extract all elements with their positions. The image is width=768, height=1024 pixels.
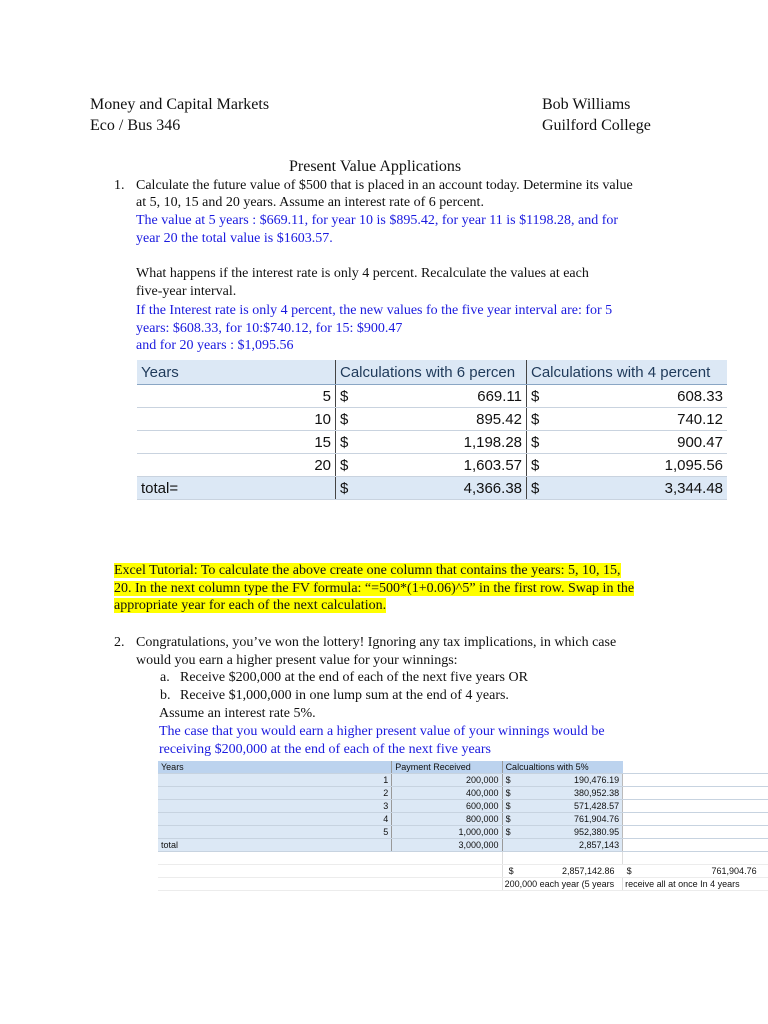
total-label: total xyxy=(158,839,339,852)
total-calc-cell: 2,857,143 xyxy=(519,839,623,852)
summary-label-a: 200,000 each year (5 years xyxy=(502,878,623,891)
summary-value-b: 761,904.76 xyxy=(711,866,757,876)
currency-cell: $ xyxy=(336,454,355,477)
calc-cell: 761,904.76 xyxy=(519,813,623,826)
currency-cell: $ xyxy=(502,787,518,800)
currency-cell: $ xyxy=(336,431,355,454)
header-years: Years xyxy=(158,761,339,774)
blank-cell xyxy=(158,826,339,839)
payment-cell: 800,000 xyxy=(392,813,502,826)
blank-cell xyxy=(623,826,768,839)
summary-values-row xyxy=(158,865,768,878)
author-name: Bob Williams xyxy=(542,96,631,113)
q2-number: 2. xyxy=(114,635,125,650)
blank-cell xyxy=(623,839,768,852)
header-years: Years xyxy=(137,360,336,385)
total-4-cell: 3,344.48 xyxy=(545,477,727,500)
blank-cell xyxy=(623,800,768,813)
value-4-cell: 608.33 xyxy=(545,385,727,408)
header-calc-5: Calcualtions with 5% xyxy=(502,761,623,774)
q1-text-line1: Calculate the future value of $500 that is placed in an account today. Determine its value xyxy=(136,178,633,193)
tutorial-text: Excel Tutorial: To calculate the above create one column that contains the years: 5, 10, 15, xyxy=(114,563,621,578)
payment-cell: 1,000,000 xyxy=(392,826,502,839)
currency-cell: $ xyxy=(527,477,546,500)
currency-cell: $ xyxy=(336,385,355,408)
header-6-percent: Calculations with 6 percen xyxy=(336,360,527,385)
table-row xyxy=(158,826,768,839)
summary-label-b: receive all at once In 4 years xyxy=(623,878,768,891)
tutorial-line3 xyxy=(114,597,386,615)
course-code: Eco / Bus 346 xyxy=(90,117,181,134)
blank-cell xyxy=(158,813,339,826)
q1-answer-line1: The value at 5 years : $669.11, for year 10 is $895.42, for year 11 is $1198.28, and for xyxy=(136,213,619,228)
currency-cell: $ xyxy=(527,385,546,408)
calc-cell: 190,476.19 xyxy=(519,774,623,787)
year-cell: 5 xyxy=(137,385,336,408)
q1-text-line2: at 5, 10, 15 and 20 years. Assume an interest rate of 6 percent. xyxy=(136,195,484,210)
table-row xyxy=(158,787,768,800)
tutorial-text: appropriate year for each of the next calculation. xyxy=(114,598,387,613)
header-blank xyxy=(339,761,392,774)
table-row xyxy=(158,774,768,787)
q1-followup-line2: five-year interval. xyxy=(136,284,237,299)
course-title: Money and Capital Markets xyxy=(90,96,270,113)
calc-cell: 380,952.38 xyxy=(519,787,623,800)
year-cell: 10 xyxy=(137,408,336,431)
table-row xyxy=(158,813,768,826)
table-row xyxy=(137,408,727,431)
value-6-cell: 895.42 xyxy=(354,408,527,431)
q2-option-b: Receive $1,000,000 in one lump sum at the end of 4 years. xyxy=(180,688,509,703)
table-total-row xyxy=(137,477,727,500)
fv-comparison-table xyxy=(137,360,727,500)
year-cell: 5 xyxy=(339,826,392,839)
blank-cell xyxy=(158,787,339,800)
payment-cell: 600,000 xyxy=(392,800,502,813)
school-name: Guilford College xyxy=(542,117,651,134)
blank-cell xyxy=(623,774,768,787)
q2-answer-line2: receiving $200,000 at the end of each of the next five years xyxy=(159,742,491,757)
year-cell: 15 xyxy=(137,431,336,454)
calc-cell: 952,380.95 xyxy=(519,826,623,839)
total-label: total= xyxy=(137,477,336,500)
year-cell: 3 xyxy=(339,800,392,813)
summary-value-a: 2,857,142.86 xyxy=(562,866,615,876)
table-spacer-row xyxy=(158,852,768,865)
header-blank xyxy=(623,761,768,774)
table-total-row xyxy=(158,839,768,852)
currency-cell: $ xyxy=(527,454,546,477)
summary-option-b xyxy=(623,865,768,878)
tutorial-text: 20. In the next column type the FV formula: “=500*(1+0.06)^5” in the first row. Swap in the xyxy=(114,581,635,596)
currency-cell: $ xyxy=(527,408,546,431)
blank-cell xyxy=(502,839,518,852)
currency-cell: $ xyxy=(336,477,355,500)
header-4-percent: Calculations with 4 percent xyxy=(527,360,728,385)
currency-cell: $ xyxy=(502,826,518,839)
value-6-cell: 1,603.57 xyxy=(354,454,527,477)
calc-cell: 571,428.57 xyxy=(519,800,623,813)
value-4-cell: 740.12 xyxy=(545,408,727,431)
blank-cell xyxy=(623,813,768,826)
currency-cell: $ xyxy=(626,866,632,876)
value-4-cell: 1,095.56 xyxy=(545,454,727,477)
value-6-cell: 669.11 xyxy=(354,385,527,408)
value-6-cell: 1,198.28 xyxy=(354,431,527,454)
blank-cell xyxy=(623,787,768,800)
year-cell: 4 xyxy=(339,813,392,826)
table-header-row xyxy=(137,360,727,385)
q2-text-line1: Congratulations, you’ve won the lottery! Ignoring any tax implications, in which case xyxy=(136,635,617,650)
q2-option-b-marker: b. xyxy=(160,688,171,703)
q1-followup-answer-line1: If the Interest rate is only 4 percent, the new values fo the five year interval are: for 5 xyxy=(136,303,613,318)
table-header-row xyxy=(158,761,768,774)
total-6-cell: 4,366.38 xyxy=(354,477,527,500)
value-4-cell: 900.47 xyxy=(545,431,727,454)
blank-cell xyxy=(339,839,392,852)
table-row xyxy=(137,454,727,477)
q2-option-a: Receive $200,000 at the end of each of the next five years OR xyxy=(180,670,528,685)
page-title: Present Value Applications xyxy=(289,158,462,175)
currency-cell: $ xyxy=(502,800,518,813)
header-payment: Payment Received xyxy=(392,761,502,774)
lottery-pv-table xyxy=(158,761,768,891)
total-payment-cell: 3,000,000 xyxy=(392,839,502,852)
q2-assumption: Assume an interest rate 5%. xyxy=(159,706,316,721)
blank-cell xyxy=(158,774,339,787)
year-cell: 1 xyxy=(339,774,392,787)
q2-option-a-marker: a. xyxy=(160,670,170,685)
q2-text-line2: would you earn a higher present value for your winnings: xyxy=(136,653,458,668)
currency-cell: $ xyxy=(502,813,518,826)
summary-option-a xyxy=(502,865,623,878)
table-row xyxy=(137,385,727,408)
payment-cell: 400,000 xyxy=(392,787,502,800)
payment-cell: 200,000 xyxy=(392,774,502,787)
year-cell: 20 xyxy=(137,454,336,477)
q1-answer-line2: year 20 the total value is $1603.57. xyxy=(136,231,333,246)
q1-followup-line1: What happens if the interest rate is only 4 percent. Recalculate the values at each xyxy=(136,266,589,281)
tutorial-line2 xyxy=(114,580,634,598)
currency-cell: $ xyxy=(502,774,518,787)
q1-followup-answer-line3: and for 20 years : $1,095.56 xyxy=(136,338,294,353)
table-row xyxy=(158,800,768,813)
year-cell: 2 xyxy=(339,787,392,800)
q1-followup-answer-line2: years: $608.33, for 10:$740.12, for 15: $900.47 xyxy=(136,321,403,336)
currency-cell: $ xyxy=(527,431,546,454)
table-row xyxy=(137,431,727,454)
q2-answer-line1: The case that you would earn a higher present value of your winnings would be xyxy=(159,724,605,739)
q1-number: 1. xyxy=(114,178,125,193)
currency-cell: $ xyxy=(336,408,355,431)
summary-labels-row xyxy=(158,878,768,891)
blank-cell xyxy=(158,800,339,813)
tutorial-line1 xyxy=(114,562,621,580)
currency-cell: $ xyxy=(508,866,514,876)
